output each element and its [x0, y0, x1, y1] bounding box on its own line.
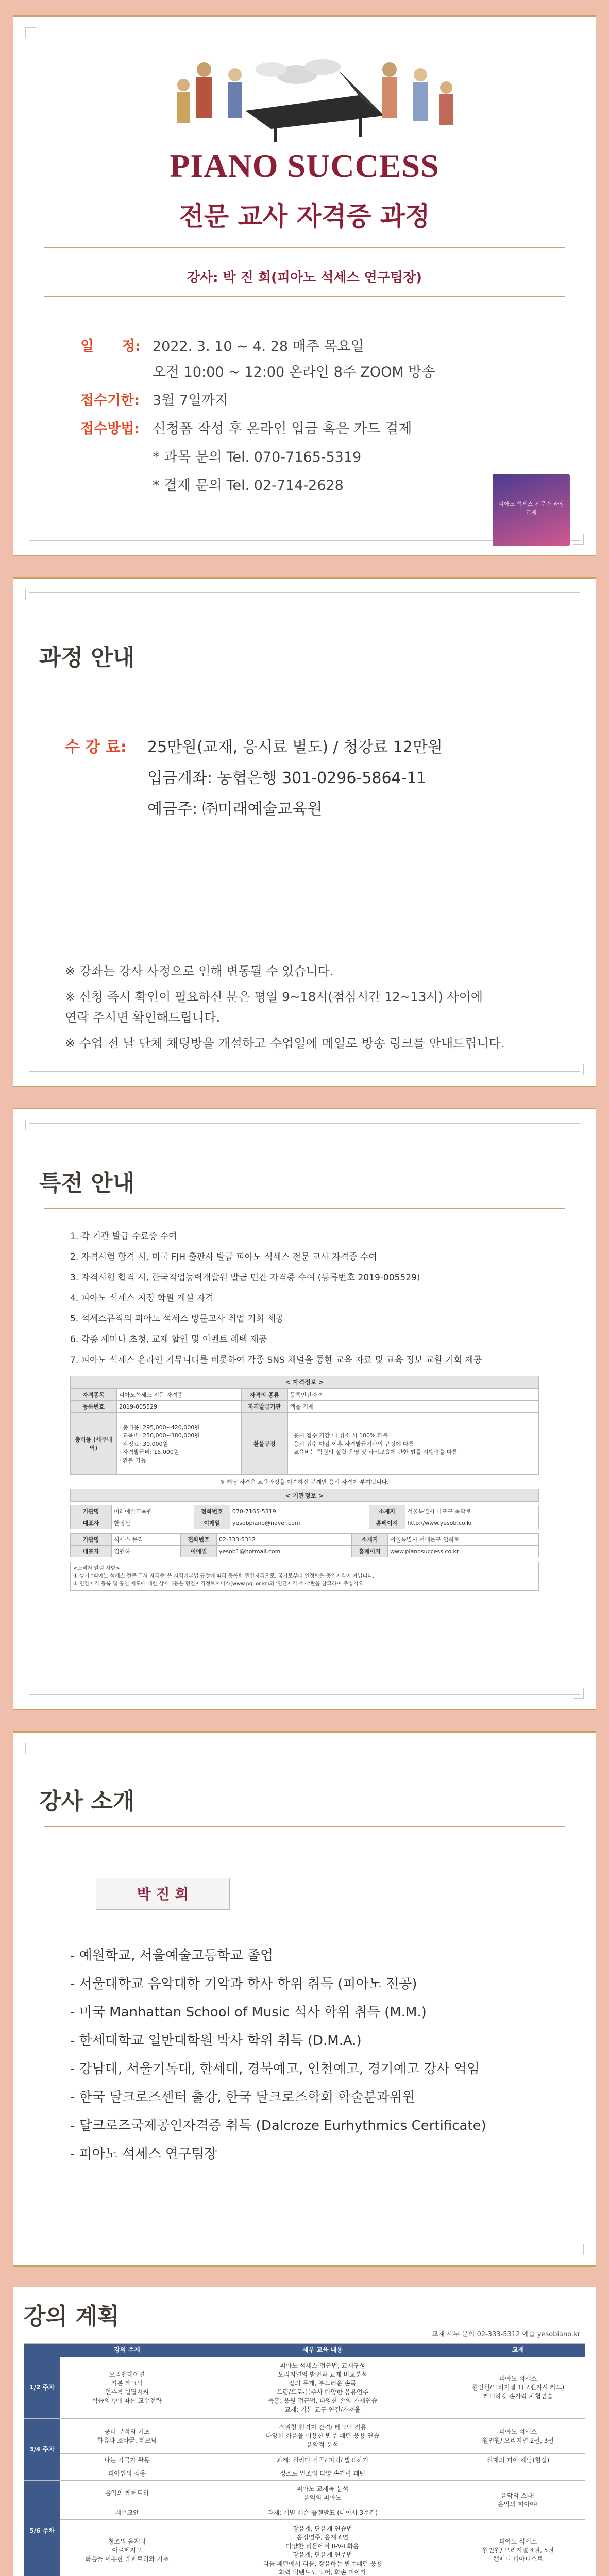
- course-contact-row: * 과목 문의 Tel. 070-7165-5319: [153, 449, 362, 465]
- method-row: 접수방법: 신청폼 작성 후 온라인 입금 혹은 카드 결제: [80, 421, 412, 437]
- schedule-table: 강의 주제 세부 교육 내용 교재 1/2 주차 오리엔테이션 기본 테크닉 연주를 발달시켜 학습의욕에 따른 교수전략 피아노 석세스 접근법, 교재구성 오리지널의 발전과 교재 비교분석 팔의 무게, 부드러운 손목 드럼/드로-물주사 다양한 응용연주 즉흥: 응원 접근법, 다양한 손의 자세연습 교재: 기본 교구 연결/가져올 피아노 석세스 원인원/오리지널 1(오렌지시 카드) 레너하렛 손가락 체험연습 3/4 주차 공터 분석의 기초 화음과 조바꿈, 테크닉 스위칭 원격지 간격/ 테크닉 적용 다양한 화음을 이용한 반주 패턴 응용 연습 음악적 분석 피아노 석세스 원인원/ 오리지널 2권, 3권 나는 작곡가 활동 과제: 원리다 작곡/ 피처/ 발표하기 원재의 피아 해당(현실) 피아법의 적용 정조로 인조의 다양 손가락 패턴 5/6 주차 음악의 레퍼토리 피아노 교재곡 분석 음역의 피아노 음악의 스타! 음악의 피아야! 레슨교안 과제: 개별 레슨 플랜발표 (나이서 3주간) 청조의 음계와 아르페지오 화음을 이용한 레퍼토리와 기초 장음계, 단음계 연습법 음정연주, 음계조연 다양한 리듬에서 II-V-I 화음 장음계, 단음계 연주법 리듬 패턴에서 리듬, 장음하는 반주패턴 응용 화력 빅텐트도 도어, 화손 피아가 피아노 석세스 원인원/ 오리지널 4권, 5권 캠페니 피아니스트: [24, 2343, 585, 2576]
- benefit-item: 3. 자격시험 합격 시, 한국직업능력개발원 발급 민간 자격증 수여 (등록번호 2019-005529): [70, 1273, 420, 1283]
- section-title: 과정 안내: [39, 645, 135, 671]
- gold-border: [13, 1709, 596, 1710]
- table-row: 레슨교안 과제: 개별 레슨 플랜발표 (나이서 3주간): [24, 2506, 585, 2520]
- deadline-row: 접수기한: 3월 7일까지: [80, 393, 229, 409]
- note-1: ※ 강좌는 강사 사정으로 인해 변동될 수 있습니다.: [65, 964, 334, 978]
- benefit-item: 1. 각 기관 발급 수료증 수여: [70, 1231, 177, 1242]
- benefit-item: 6. 각종 세미나 초청, 교재 할인 및 이벤트 혜택 제공: [70, 1334, 267, 1345]
- gold-border: [13, 1731, 596, 1733]
- schedule-card: [13, 2287, 596, 2576]
- history-item: - 한세대학교 일반대학원 박사 학위 취득 (D.M.A.): [70, 2033, 362, 2048]
- divider: [44, 1208, 565, 1209]
- table-row: 3/4 주차 공터 분석의 기초 화음과 조바꿈, 테크닉 스위칭 원격지 간격/ 테크닉 적용 다양한 화음을 이용한 반주 패턴 응용 연습 음악적 분석 피아노 석세스 원인원/ 오리지널 2권, 3권: [24, 2419, 585, 2454]
- table-row: 나는 작곡가 활동 과제: 원리다 작곡/ 피처/ 발표하기 원재의 피아 해당(현실): [24, 2454, 585, 2467]
- benefit-item: 5. 석세스뮤직의 피아노 석세스 방문교사 취업 기회 제공: [70, 1314, 284, 1324]
- section-title: 특전 안내: [39, 1170, 135, 1196]
- card-frame: [29, 1747, 580, 2251]
- gold-border: [13, 1086, 596, 1087]
- main-title: PIANO SUCCESS: [170, 147, 439, 184]
- holder-row: 예금주: ㈜미래예술교육원: [147, 800, 323, 818]
- fee-row: 수 강 료: 25만원(교재, 응시료 별도) / 청강료 12만원: [65, 738, 443, 756]
- history-item: - 한국 달크로즈센터 출강, 한국 달크로즈학회 학술분과위원: [70, 2090, 416, 2105]
- schedule-contact: 교재 세부 문의 02-333-5312 예솝 yesobiano.kr: [431, 2331, 580, 2338]
- main-subtitle: 전문 교사 자격증 과정: [179, 201, 430, 231]
- divider: [44, 296, 565, 297]
- piano-musicians-illustration: [142, 39, 472, 142]
- schedule-row: 일 정: 2022. 3. 10 ~ 4. 28 매주 목요일: [80, 338, 364, 354]
- section-title: 강사 소개: [39, 1788, 135, 1815]
- note-2b: 연락 주시면 확인해드립니다.: [65, 1010, 221, 1025]
- table-row: 청조의 음계와 아르페지오 화음을 이용한 레퍼토리와 기초 장음계, 단음계 연습법 음정연주, 음계조연 다양한 리듬에서 II-V-I 화음 장음계, 단음계 연주법 리듬 패턴에서 리듬, 장음하는 반주패턴 응용 화력 빅텐트도 도어, 화손 피아가 피아노 석세스 원인원/ 오리지널 4권, 5권 캠페니 피아니스트: [24, 2520, 585, 2576]
- history-item: - 달크로즈국제공인자격증 취득 (Dalcroze Eurhythmics Certificate): [70, 2118, 486, 2133]
- gold-border: [13, 2265, 596, 2267]
- benefit-item: 2. 자격시험 합격 시, 미국 FJH 출판사 발급 피아노 석세스 전문 교사 자격증 수여: [70, 1252, 377, 1262]
- history-item: - 예원학교, 서울예술고등학교 졸업: [70, 1948, 274, 1963]
- history-item: - 서울대학교 음악대학 기악과 학사 학위 취득 (피아노 전공): [70, 1976, 417, 1992]
- history-item: - 미국 Manhattan School of Music 석사 학위 취득 (M.M.): [70, 2005, 427, 2020]
- qualification-table: < 자격정보 > 자격종목 피아노석세스 전문 자격증 자격의 종류 등록민간자격 등록번호 2019-005529 자격발급기관 엑을 기재 총비용 (세부내역) · 총비용: 295,000~420,000원 · 교육비: 250,000~380,000원 · 검정료: 30,000원 · 자격발급비: 15,000원 · 환불 가능 환불규정 · 응시 접수 기간 내 취소 시 100% 환불 · 응시 접수 마감 이후 자격발급기관의 규정에 따름 · 교육비는 학원의 설립·운영 및 과외교습에 관한 법률 시행령을 따름 ※ 해당 자격은 교육과정을 이수하신 분께만 응시 자격이 부여됩니다. < 기관정보 > 기관명 미래예술교육원 전화번호 070-7165-5319 소재지 서울특별시 마포구 독막로 대표자 한정선 이메일 yesobpiano@naver.com 홈페이지 http://www.yesob.co.kr 기관명 석세스 뮤직 전화번호 02-333-5312 소재지 서울특별시 서대문구 연희로 대표자 김원하 이메일 yesob1@hotmail.com 홈페이지 www.pianosuccess.co.kr <소비자 알림 사항> ① 상기 "피아노 석세스 전문 교사 자격증"은 자격기본법 규정에 따라 등록한 민간자격으로, 국가로부터 인정받은 공인자격이 아닙니다. ② 민간자격 등록 및 공인 제도에 대한 상세내용은 민간자격정보서비스(www.pqi.or.kr)의 '민간자격 소개'란을 참고하여 주십시오.: [70, 1376, 539, 1591]
- history-item: - 피아노 석세스 연구팀장: [70, 2146, 217, 2162]
- instructor-name: 박 진 희: [96, 1878, 230, 1910]
- instructor-line: 강사: 박 진 희(피아노 석세스 연구팀장): [187, 270, 422, 285]
- table-row: 5/6 주차 음악의 레퍼토리 피아노 교재곡 분석 음역의 피아노 음악의 스타! 음악의 피아야!: [24, 2481, 585, 2506]
- instructor-card: [13, 1731, 596, 2267]
- account-row: 입금계좌: 농협은행 301-0296-5864-11: [147, 769, 427, 787]
- gold-border: [13, 1108, 596, 1109]
- gold-border: [13, 555, 596, 556]
- gold-border: [13, 577, 596, 579]
- course-info-card: [13, 577, 596, 1087]
- benefit-item: 4. 피아노 석세스 지정 학원 개설 자격: [70, 1293, 214, 1303]
- note-2: ※ 신청 즉시 확인이 필요하신 분은 평일 9~18시(점심시간 12~13시) 사이에: [65, 990, 483, 1004]
- note-3: ※ 수업 전 날 단체 채팅방을 개설하고 수업일에 메일로 방송 링크를 안내드립니다.: [65, 1036, 505, 1050]
- divider: [44, 247, 565, 248]
- history-item: - 강남대, 서울기독대, 한세대, 경북예고, 인천예고, 경기예고 강사 역임: [70, 2061, 480, 2077]
- section-title: 강의 계획: [24, 2303, 120, 2330]
- payment-contact-row: * 결제 문의 Tel. 02-714-2628: [153, 478, 344, 494]
- table-row: 피아법의 적용 정조로 인조의 다양 손가락 패턴: [24, 2467, 585, 2481]
- benefits-card: [13, 1108, 596, 1710]
- table-row: 1/2 주차 오리엔테이션 기본 테크닉 연주를 발달시켜 학습의욕에 따른 교수전략 피아노 석세스 접근법, 교재구성 오리지널의 발전과 교재 비교분석 팔의 무게, 부드러운 손목 드럼/드로-물주사 다양한 응용연주 즉흥: 응원 접근법, 다양한 손의 자세연습 교재: 기본 교구 연결/가져올 피아노 석세스 원인원/오리지널 1(오렌지시 카드) 레너하렛 손가락 체험연습: [24, 2357, 585, 2419]
- divider: [44, 1826, 565, 1827]
- intro-card: [13, 15, 596, 556]
- benefit-item: 7. 피아노 석세스 온라인 커뮤니티를 비롯하여 각종 SNS 채널을 통한 교육 자료 및 교육 정보 교환 기회 제공: [70, 1355, 482, 1365]
- time-row: 오전 10:00 ~ 12:00 온라인 8주 ZOOM 방송: [153, 364, 435, 380]
- gold-border: [13, 15, 596, 17]
- textbook-image: 피아노 석세스 전문가 과정 교재: [493, 474, 570, 546]
